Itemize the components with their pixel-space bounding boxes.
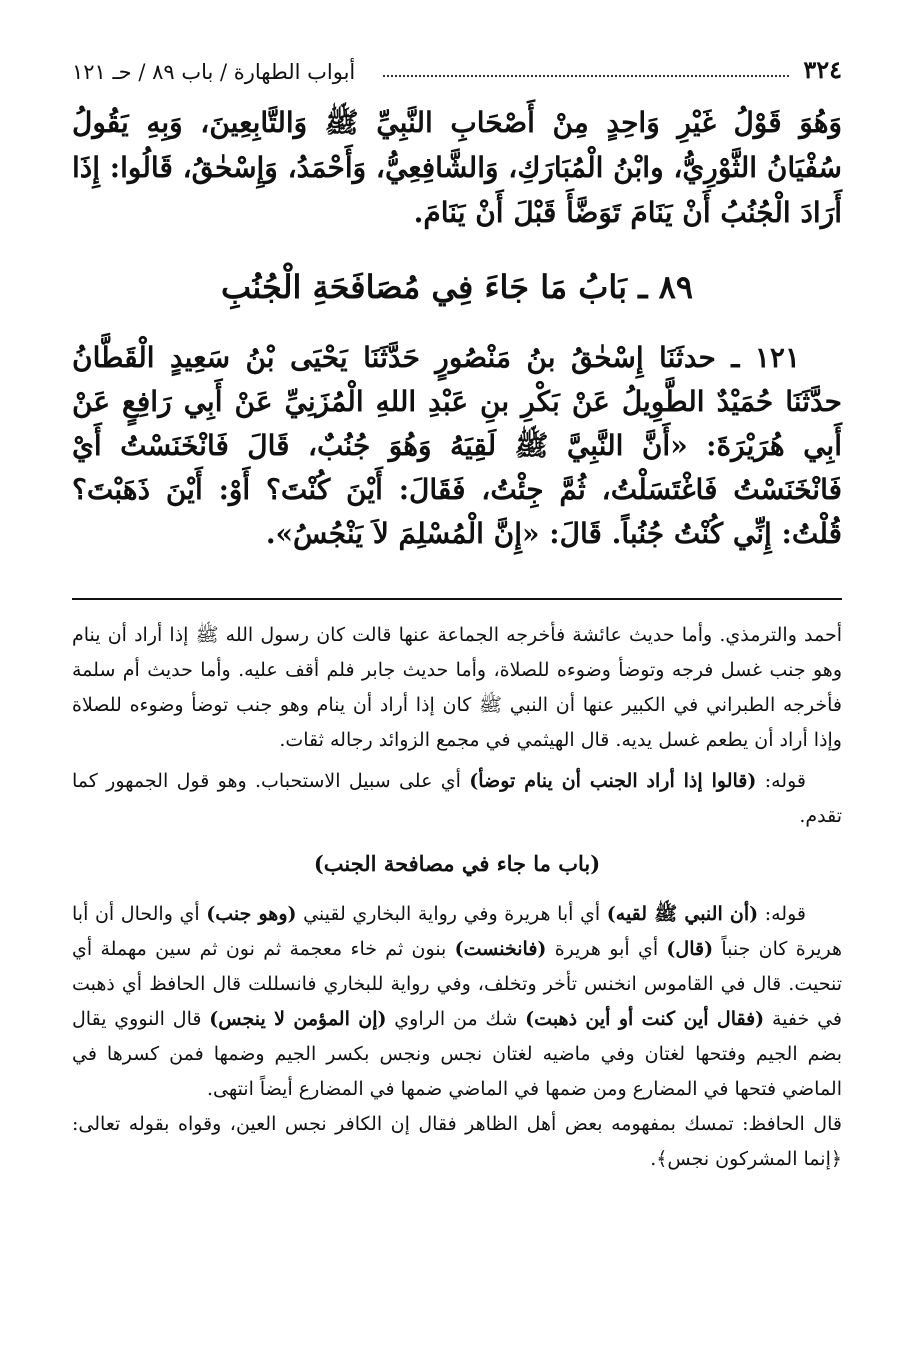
para3-quote-1: (أن النبي ﷺ لقيه): [606, 903, 759, 925]
para3-text-3: أي والحال أن أبا هريرة كان جنباً: [72, 903, 843, 960]
commentary-paragraph-3: [72, 897, 842, 1107]
commentary-paragraph-4: قال الحافظ: تمسك بمفهومه بعض أهل الظاهر فقال إن الكافر نجس العين، وقواه بقوله تعالى: ﴿إنما المشركون نجس﴾.: [72, 1113, 842, 1170]
header-dotted-leader: [383, 74, 789, 77]
para3-quote-6: (إن المؤمن لا ينجس): [209, 1008, 387, 1030]
main-text-block: [72, 100, 842, 235]
para3-text-2: أي أبا هريرة وفي رواية البخاري لقيني: [296, 903, 607, 925]
para2-quote: (قالوا إذا أراد الجنب أن ينام توضأ): [469, 770, 757, 792]
chapter-heading: ٨٩ ـ بَابُ مَا جَاءَ فِي مُصَافَحَةِ الْجُنُبِ: [220, 268, 694, 306]
para2-prefix: قوله:: [756, 770, 806, 792]
para3-quote-2: (وهو جنب): [206, 903, 297, 925]
para3-text-6: شك من الراوي: [386, 1008, 526, 1030]
para3-text-5: بنون ثم خاء معجمة ثم نون ثم سين مهملة أي تنحيت. قال في القاموس انخنس تأخر وتخلف، وفي رواية للبخاري فانسللت قال الحافظ أي ذهبت في خفية: [72, 938, 842, 1030]
footnote-separator: [72, 598, 842, 600]
para3-text-1: قوله:: [758, 903, 806, 925]
para3-quote-4: (فانخنست): [454, 938, 547, 960]
main-paragraph: وَهُوَ قَوْلُ غَيْرِ وَاحِدٍ مِنْ أَصْحَابِ النَّبِيِّ ﷺ وَالتَّابِعِينَ، وَبِهِ يَقُولُ سُفْيَانُ الثَّوْرِيُّ، وابْنُ الْمُبَارَكِ، وَالشَّافِعِيُّ، وَأَحْمَدُ، وَإِسْحٰقُ، قَالُوا: إِذَا أَرَادَ الْجُنُبُ أَنْ يَنَامَ تَوَضَّأَ قَبْلَ أَنْ يَنَامَ.: [72, 106, 842, 229]
para3-text-4: أي أبو هريرة: [546, 938, 667, 960]
commentary-block: [72, 618, 842, 1177]
hadith-block: [72, 336, 842, 556]
page-number: ٣٢٤: [803, 55, 842, 84]
para3-quote-5: (فقال أين كنت أو أين ذهبت): [525, 1008, 765, 1030]
commentary-paragraph-2: [72, 764, 842, 834]
para3-text-7: قال النووي يقال بضم الجيم وفتحها لغتان وفي ماضيه لغتان نجس ونجس بكسر الجيم وضمها فمن كسرها في الماضي فتحها في المضارع ومن ضمها في الماضي ضمها في المضارع أيضاً انتهى.: [72, 1008, 842, 1100]
commentary-paragraph-1: أحمد والترمذي. وأما حديث عائشة فأخرجه الجماعة عنها قالت كان رسول الله ﷺ إذا أراد أن ينام وهو جنب غسل فرجه وتوضأ وضوءه للصلاة، وأما حديث جابر فلم أقف عليه. وأما حديث أم سلمة فأخرجه الطبراني في الكبير عنها أن النبي ﷺ كان إذا أراد أن ينام وهو جنب توضأ وضوءه للصلاة وإذا أراد أن يطعم غسل يديه. قال الهيثمي في مجمع الزوائد رجاله ثقات.: [72, 624, 842, 751]
commentary-sub-heading: (باب ما جاء في مصافحة الجنب): [313, 851, 601, 876]
para2-suffix: أي على سبيل الاستحباب. وهو قول الجمهور كما تقدم.: [72, 770, 842, 827]
hadith-text: ١٢١ ـ حدثَنَا إِسْحٰقُ بنُ مَنْصُورٍ حَدَّثَنَا يَحْيَى بْنُ سَعِيدٍ الْقَطَّانُ حدَّثَنَا حُمَيْدٌ الطَّوِيلُ عَنْ بَكْرِ بنِ عَبْدِ اللهِ الْمُزَنِيِّ عَنْ أَبِي رَافِعٍ عَنْ أَبِي هُرَيْرَةَ: «أَنَّ النَّبِيَّ ﷺ لَقِيَهُ وَهُوَ جُنُبٌ، قَالَ فَانْخَنَسْتُ أَيْ فَانْخَنَسْتُ فَاغْتَسَلْتُ، ثُمَّ جِئْتُ، فَقَالَ: أَيْنَ كُنْتَ؟ أَوْ: أَيْنَ ذَهَبْتَ؟ قُلْتُ: إِنِّي كُنْتُ جُنُباً. قَالَ: «إِنَّ الْمُسْلِمَ لاَ يَنْجُسُ».: [72, 341, 842, 550]
page-header: [72, 48, 842, 84]
running-title: أبواب الطهارة / باب ٨٩ / حـ ١٢١: [72, 60, 356, 84]
para3-quote-3: (قال): [666, 938, 714, 960]
